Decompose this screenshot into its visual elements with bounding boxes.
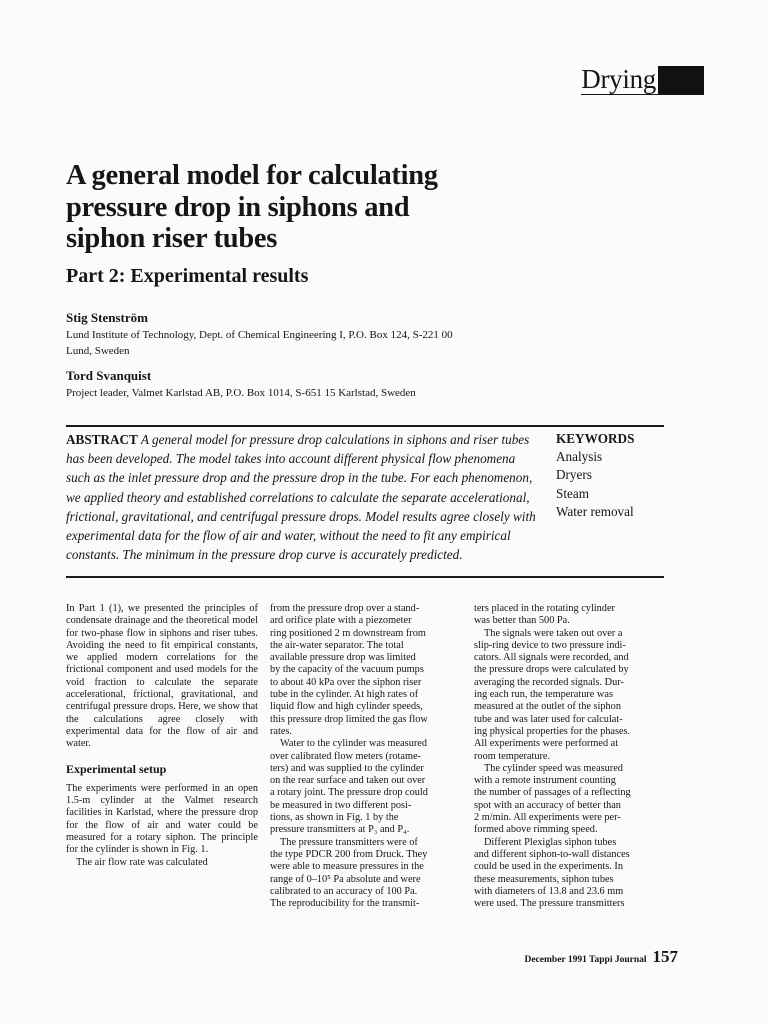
text-line: with a remote instrument counting (474, 775, 616, 787)
text-line: The reproducibility for the transmit- (270, 898, 420, 910)
text-line: ters placed in the rotating cylinder (474, 603, 615, 614)
page-footer (524, 947, 678, 967)
text-line: were able to measure pressures in the (270, 861, 424, 873)
body-column-1 (66, 603, 258, 869)
text-line: cators. All signals were recorded, and (474, 652, 629, 664)
text-line: The signals were taken out over a (484, 627, 623, 639)
abstract-label: ABSTRACT (66, 432, 138, 447)
text-line: the type PDCR 200 from Druck. They (270, 848, 428, 860)
text-line: from the pressure drop over a stand- (270, 603, 420, 614)
title-line: siphon riser tubes (66, 223, 278, 254)
keyword-item: Analysis (556, 449, 603, 465)
body-column-2 (270, 603, 462, 910)
text-line: be measured in two different posi- (270, 799, 412, 811)
text-line: available pressure drop was limited (270, 652, 416, 664)
abstract-bottom-rule (66, 576, 664, 578)
text-line: the pressure drops were calculated by (474, 664, 629, 676)
body-column-3 (474, 603, 666, 910)
text-line: formed above rimming speed. (474, 824, 598, 836)
section-tag (581, 64, 704, 95)
abstract-top-rule (66, 425, 664, 427)
text-line: range of 0–10⁵ Pa absolute and were (270, 873, 421, 885)
keyword-item: Water removal (556, 503, 634, 519)
keyword-item: Dryers (556, 467, 592, 483)
author-affiliation (66, 328, 536, 359)
text-line: this pressure drop limited the gas flow (270, 713, 428, 725)
author-name: Stig Stenström (66, 310, 148, 325)
keywords-box (556, 430, 634, 521)
section-marker-block (658, 66, 704, 95)
text-line: tube and was later used for calculat- (474, 713, 623, 725)
text-line: tions, as shown in Fig. 1 by the (270, 812, 399, 824)
text-line: were used. The pressure transmitters (474, 898, 625, 910)
affiliation-line: Lund, Sweden (66, 344, 130, 357)
journal-issue: December 1991 Tappi Journal (524, 955, 647, 965)
text-line: measured at the outlet of the siphon (474, 701, 621, 713)
body-paragraph: The air flow rate was calculated (76, 856, 208, 868)
text-line: slip-ring device to two pressure indi- (474, 639, 626, 651)
text-line: these measurements, siphon tubes (474, 873, 614, 885)
text-line: ters) and was supplied to the cylinder (270, 762, 424, 774)
title-line: pressure drop in siphons and (66, 191, 410, 223)
text-line: Different Plexiglas siphon tubes (484, 836, 617, 848)
text-line: and different siphon-to-wall distances (474, 848, 630, 860)
article-title (66, 160, 546, 255)
abstract (66, 430, 542, 564)
title-line: A general model for calculating (66, 160, 438, 191)
text-line: calibrated to an accuracy of 100 Pa. (270, 885, 418, 897)
section-label: Drying (581, 64, 656, 94)
body-paragraph: In Part 1 (1), we presented the principles of condensate drainage and the theoretical model for two-phase flow in siphons and riser tubes. Avoiding the need to fit empirical constants, we applied modern correlations for the frictional component and used models for the void fraction to calculate the separate accelerational, frictional, gravitational, and centrifugal pressure drops. Here, we show that the calculations agree closely with experimental data for the flow of air and water. (66, 603, 258, 750)
author-name: Tord Svanquist (66, 368, 152, 383)
text-line: pressure transmitters at P₃ and P₄. (270, 824, 410, 836)
body-paragraph: The experiments were performed in an open 1.5-m cylinder at the Valmet research facilities in Karlstad, where the pressure drop for the flow of air and water could be measured for a rotary siphon. The principle for the cylinder is shown in Fig. 1. (66, 782, 258, 856)
text-line: ing each run, the temperature was (474, 689, 613, 701)
text-line: averaging the recorded signals. Dur- (474, 676, 624, 688)
text-line: The pressure transmitters were of (280, 836, 418, 848)
text-line: on the rear surface and taken out over (270, 775, 426, 787)
text-line: tube in the cylinder. At high rates of (270, 689, 419, 701)
text-line: over calibrated flow meters (rotame- (270, 750, 421, 762)
text-line: rates. (270, 725, 293, 737)
text-line: 2 m/min. All experiments were per- (474, 812, 621, 824)
text-line: to about 40 kPa over the siphon riser (270, 676, 422, 688)
text-line: could be used in the experiments. In (474, 861, 623, 873)
section-heading: Experimental setup (66, 761, 167, 776)
text-line: by the capacity of the vacuum pumps (270, 664, 424, 676)
text-line: ing physical properties for the phases. (474, 725, 631, 737)
text-line: All experiments were performed at (474, 738, 619, 750)
page-number: 157 (652, 947, 678, 966)
text-line: liquid flow and high cylinder speeds, (270, 701, 423, 713)
article-subtitle: Part 2: Experimental results (66, 265, 309, 287)
text-line: Water to the cylinder was measured (280, 738, 427, 750)
text-line: The cylinder speed was measured (484, 762, 623, 774)
keyword-item: Steam (556, 485, 589, 501)
text-line: was better than 500 Pa. (474, 615, 570, 627)
text-line: a rotary joint. The pressure drop could (270, 787, 428, 799)
text-line: room temperature. (474, 750, 551, 762)
text-line: the number of passages of a reflecting (474, 787, 631, 799)
text-line: ring positioned 2 m downstream from (270, 627, 426, 639)
author-affiliation (66, 386, 536, 402)
affiliation-line: Project leader, Valmet Karlstad AB, P.O. Box 1014, S-651 15 Karlstad, Sweden (66, 387, 416, 399)
abstract-text: A general model for pressure drop calculations in siphons and riser tubes has been developed. The model takes into account different physical flow phenomena such as the inlet pressure drop and the pressure drop in the tube. For each phenomenon, we applied theory and established correlations to calculate the separate accelerational, frictional, gravitational, and centrifugal pressure drops. Model results agree closely with experimental data for the flow of air and water, without the need to fit any empirical constants. The minimum in the pressure drop curve is accurately predicted. (66, 432, 536, 563)
affiliation-line: Lund Institute of Technology, Dept. of Chemical Engineering I, P.O. Box 124, S-221 00 (66, 329, 453, 341)
text-line: with diameters of 13.8 and 23.6 mm (474, 885, 624, 897)
keywords-heading: KEYWORDS (556, 431, 635, 446)
text-line: ard orifice plate with a piezometer (270, 615, 412, 627)
text-line: spot with an accuracy of better than (474, 799, 621, 811)
text-line: the air-water separator. The total (270, 639, 404, 651)
